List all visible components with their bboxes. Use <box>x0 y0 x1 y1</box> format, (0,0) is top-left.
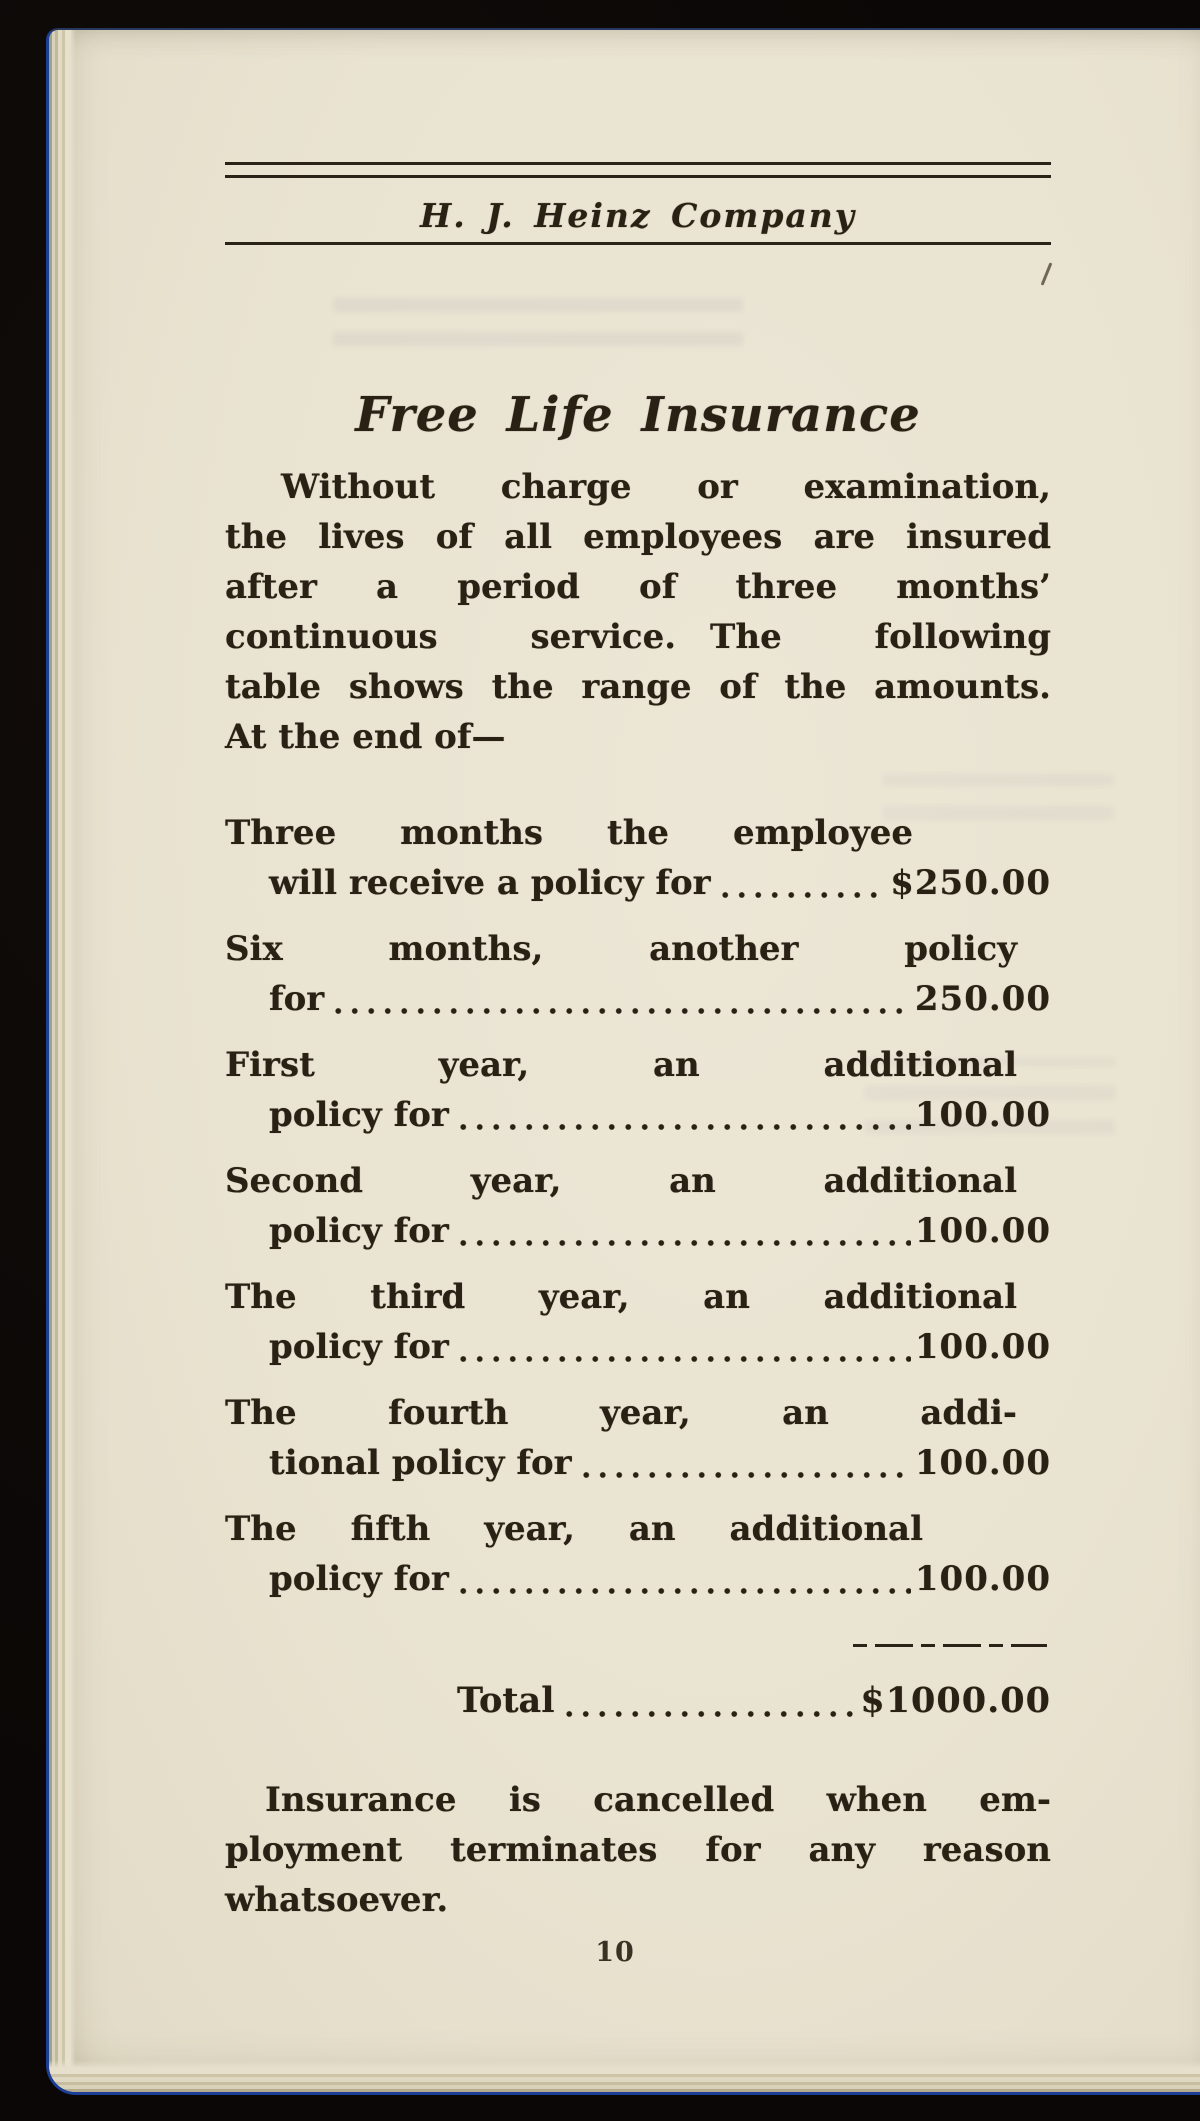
policy-row <box>225 924 1051 1024</box>
policy-amount: 100.00 <box>914 1095 1051 1135</box>
policy-row-amount-line <box>225 1438 1051 1488</box>
policy-row-text: Six months, another policy <box>225 929 1017 969</box>
policy-row-text: Second year, an additional <box>225 1161 1017 1201</box>
policy-row-text: The fourth year, an addi- <box>225 1393 1017 1433</box>
dot-leader <box>455 1322 911 1372</box>
policy-row-amount-line <box>225 974 1051 1024</box>
dot-leader <box>455 1206 911 1256</box>
policy-row-text: policy for <box>269 1327 449 1367</box>
total-amount: $1000.00 <box>860 1680 1051 1721</box>
dot-leader <box>455 1554 911 1604</box>
intro-line: table shows the range of the amounts. <box>225 667 1051 707</box>
policy-amount: 100.00 <box>914 1443 1051 1483</box>
closing-line: ployment terminates for any reason <box>225 1830 1051 1870</box>
policy-row-text: policy for <box>269 1095 449 1135</box>
intro-paragraph <box>225 462 1051 762</box>
policy-row-text: policy for <box>269 1559 449 1599</box>
dot-leader <box>578 1438 911 1488</box>
policy-table <box>225 808 1051 1604</box>
policy-row-text: The third year, an additional <box>225 1277 1017 1317</box>
total-line <box>225 1675 1051 1727</box>
dot-leader <box>330 974 911 1024</box>
total-rule <box>853 1644 1047 1647</box>
intro-line: continuous service. The following <box>225 617 1051 657</box>
booklet-page <box>46 28 1200 2095</box>
policy-row <box>225 1388 1051 1488</box>
dot-leader <box>455 1090 911 1140</box>
closing-line: whatsoever. <box>225 1880 449 1920</box>
policy-amount: 100.00 <box>914 1559 1051 1599</box>
double-rule <box>225 162 1051 178</box>
policy-row <box>225 1272 1051 1372</box>
intro-line: Without charge or examination, <box>281 467 1051 507</box>
policy-row-text: First year, an additional <box>225 1045 1017 1085</box>
policy-row <box>225 1040 1051 1140</box>
policy-row-text: policy for <box>269 1211 449 1251</box>
policy-row <box>225 808 1051 908</box>
page-content <box>225 30 1051 1968</box>
policy-row-text: Three months the employee <box>225 813 913 853</box>
policy-row-amount-line <box>225 858 1051 908</box>
intro-line: the lives of all employees are insured <box>225 517 1051 557</box>
policy-row-amount-line <box>225 1322 1051 1372</box>
closing-paragraph <box>225 1775 1051 1925</box>
policy-amount: $250.00 <box>890 863 1051 903</box>
policy-row-amount-line <box>225 1090 1051 1140</box>
page-edge-left <box>49 30 76 2092</box>
policy-row <box>225 1156 1051 1256</box>
policy-row-text: The fifth year, an additional <box>225 1509 923 1549</box>
dot-leader <box>717 858 887 908</box>
intro-line: At the end of— <box>225 717 506 757</box>
policy-row-amount-line <box>225 1206 1051 1256</box>
page-edge-bottom <box>49 2060 1200 2092</box>
policy-row-text: will receive a policy for <box>269 863 711 903</box>
policy-amount: 100.00 <box>914 1327 1051 1367</box>
intro-line: after a period of three months’ <box>225 567 1051 607</box>
header-rule <box>225 242 1051 245</box>
policy-row-text: for <box>269 979 325 1019</box>
policy-amount: 250.00 <box>914 979 1051 1019</box>
page-title: Free Life Insurance <box>355 387 921 443</box>
policy-row-amount-line <box>225 1554 1051 1604</box>
policy-row-text: tional policy for <box>269 1443 572 1483</box>
dot-leader <box>561 1675 861 1727</box>
closing-line: Insurance is cancelled when em- <box>265 1780 1051 1820</box>
total-label: Total <box>457 1680 555 1721</box>
page-number: 10 <box>595 1937 635 1968</box>
policy-amount: 100.00 <box>914 1211 1051 1251</box>
running-header: H. J. Heinz Company <box>420 196 856 235</box>
policy-row <box>225 1504 1051 1604</box>
